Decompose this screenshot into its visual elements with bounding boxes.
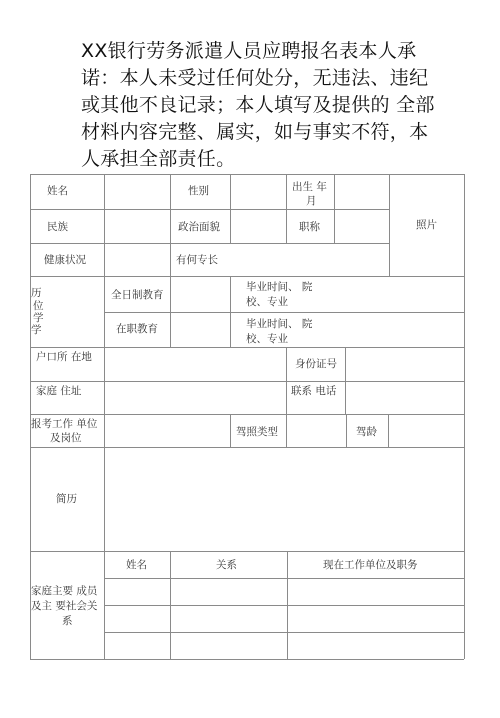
label-health: 健康状况 [44,254,86,266]
grid-line [104,174,105,276]
label-fulltime-education: 全日制教育 [111,289,164,301]
grid-line [464,174,465,659]
grid-line [30,347,464,348]
grid-line [30,381,464,382]
label-family-members: 及主 要社会关 [31,600,98,612]
label-specialty: 有何专长 [176,254,218,266]
label-education: 学 [33,312,44,324]
grid-line [286,174,287,243]
label-birth: 出生 年 [292,181,327,193]
heading-line: 或其他不良记录；本人填写及提供的 全部 [81,94,435,116]
grid-line [104,578,464,579]
label-household-registration: 户口所 在地 [36,351,92,363]
label-gender: 性别 [188,185,209,197]
heading-line: XX银行劳务派遣人员应聘报名表本人承 [81,40,417,62]
grid-line [30,659,464,660]
grid-line [388,414,389,447]
label-name: 姓名 [47,185,68,197]
label-family-members: 系 [62,615,73,627]
grid-line [286,347,287,414]
grid-line [287,551,288,659]
label-family-name: 姓名 [126,559,147,571]
label-applied-position: 报考工作 单位 [31,418,98,430]
grid-line [170,174,171,276]
label-graduation-info: 毕业时间、 院 [246,318,313,330]
label-applied-position: 及岗位 [50,432,82,444]
grid-line [30,276,464,277]
grid-line [230,276,231,347]
label-id-number: 身份证号 [295,358,337,370]
grid-line [104,605,464,606]
label-graduation-info: 校、专业 [246,333,288,345]
label-photo: 照片 [416,219,437,231]
grid-line [170,276,171,347]
grid-line [170,551,171,659]
heading-line: 材料内容完整、属实，如与事实不符，本 [81,121,429,143]
grid-line [334,174,335,243]
grid-line [230,414,231,447]
grid-line [346,414,347,447]
label-education: 位 [33,300,44,312]
grid-line [345,347,346,414]
heading-line: 诺：本人未受过任何处分，无违法、违纪 [81,67,429,89]
label-education: 学 [31,324,42,336]
grid-line [286,414,287,447]
grid-line [104,312,464,313]
label-ethnicity: 民族 [47,221,68,233]
label-education: 历 [31,287,42,299]
label-family-members: 家庭主要 成员 [31,585,98,597]
grid-line [230,174,231,243]
grid-line [389,174,390,276]
grid-line [30,447,464,448]
label-family-relation: 关系 [216,559,237,571]
label-driving-years: 驾龄 [356,426,377,438]
grid-line [104,632,464,633]
grid-line [30,174,464,175]
label-birth-month: 月 [306,195,317,207]
label-family-workplace: 现在工作单位及职务 [323,559,418,571]
label-political-status: 政治面貌 [178,221,220,233]
label-resume: 简历 [56,493,77,505]
label-home-address: 家庭 住址 [36,385,82,397]
heading-line: 人承担全部责任。 [81,148,236,170]
grid-line [30,551,464,552]
grid-line [104,276,105,659]
label-professional-title: 职称 [299,221,320,233]
label-phone: 联系 电话 [291,385,337,397]
label-license-type: 驾照类型 [236,426,278,438]
label-inservice-education: 在职教育 [116,323,158,335]
grid-line [30,243,389,244]
label-graduation-info: 校、专业 [246,296,288,308]
grid-line [30,209,389,210]
grid-line [30,414,464,415]
label-graduation-info: 毕业时间、 院 [246,281,313,293]
